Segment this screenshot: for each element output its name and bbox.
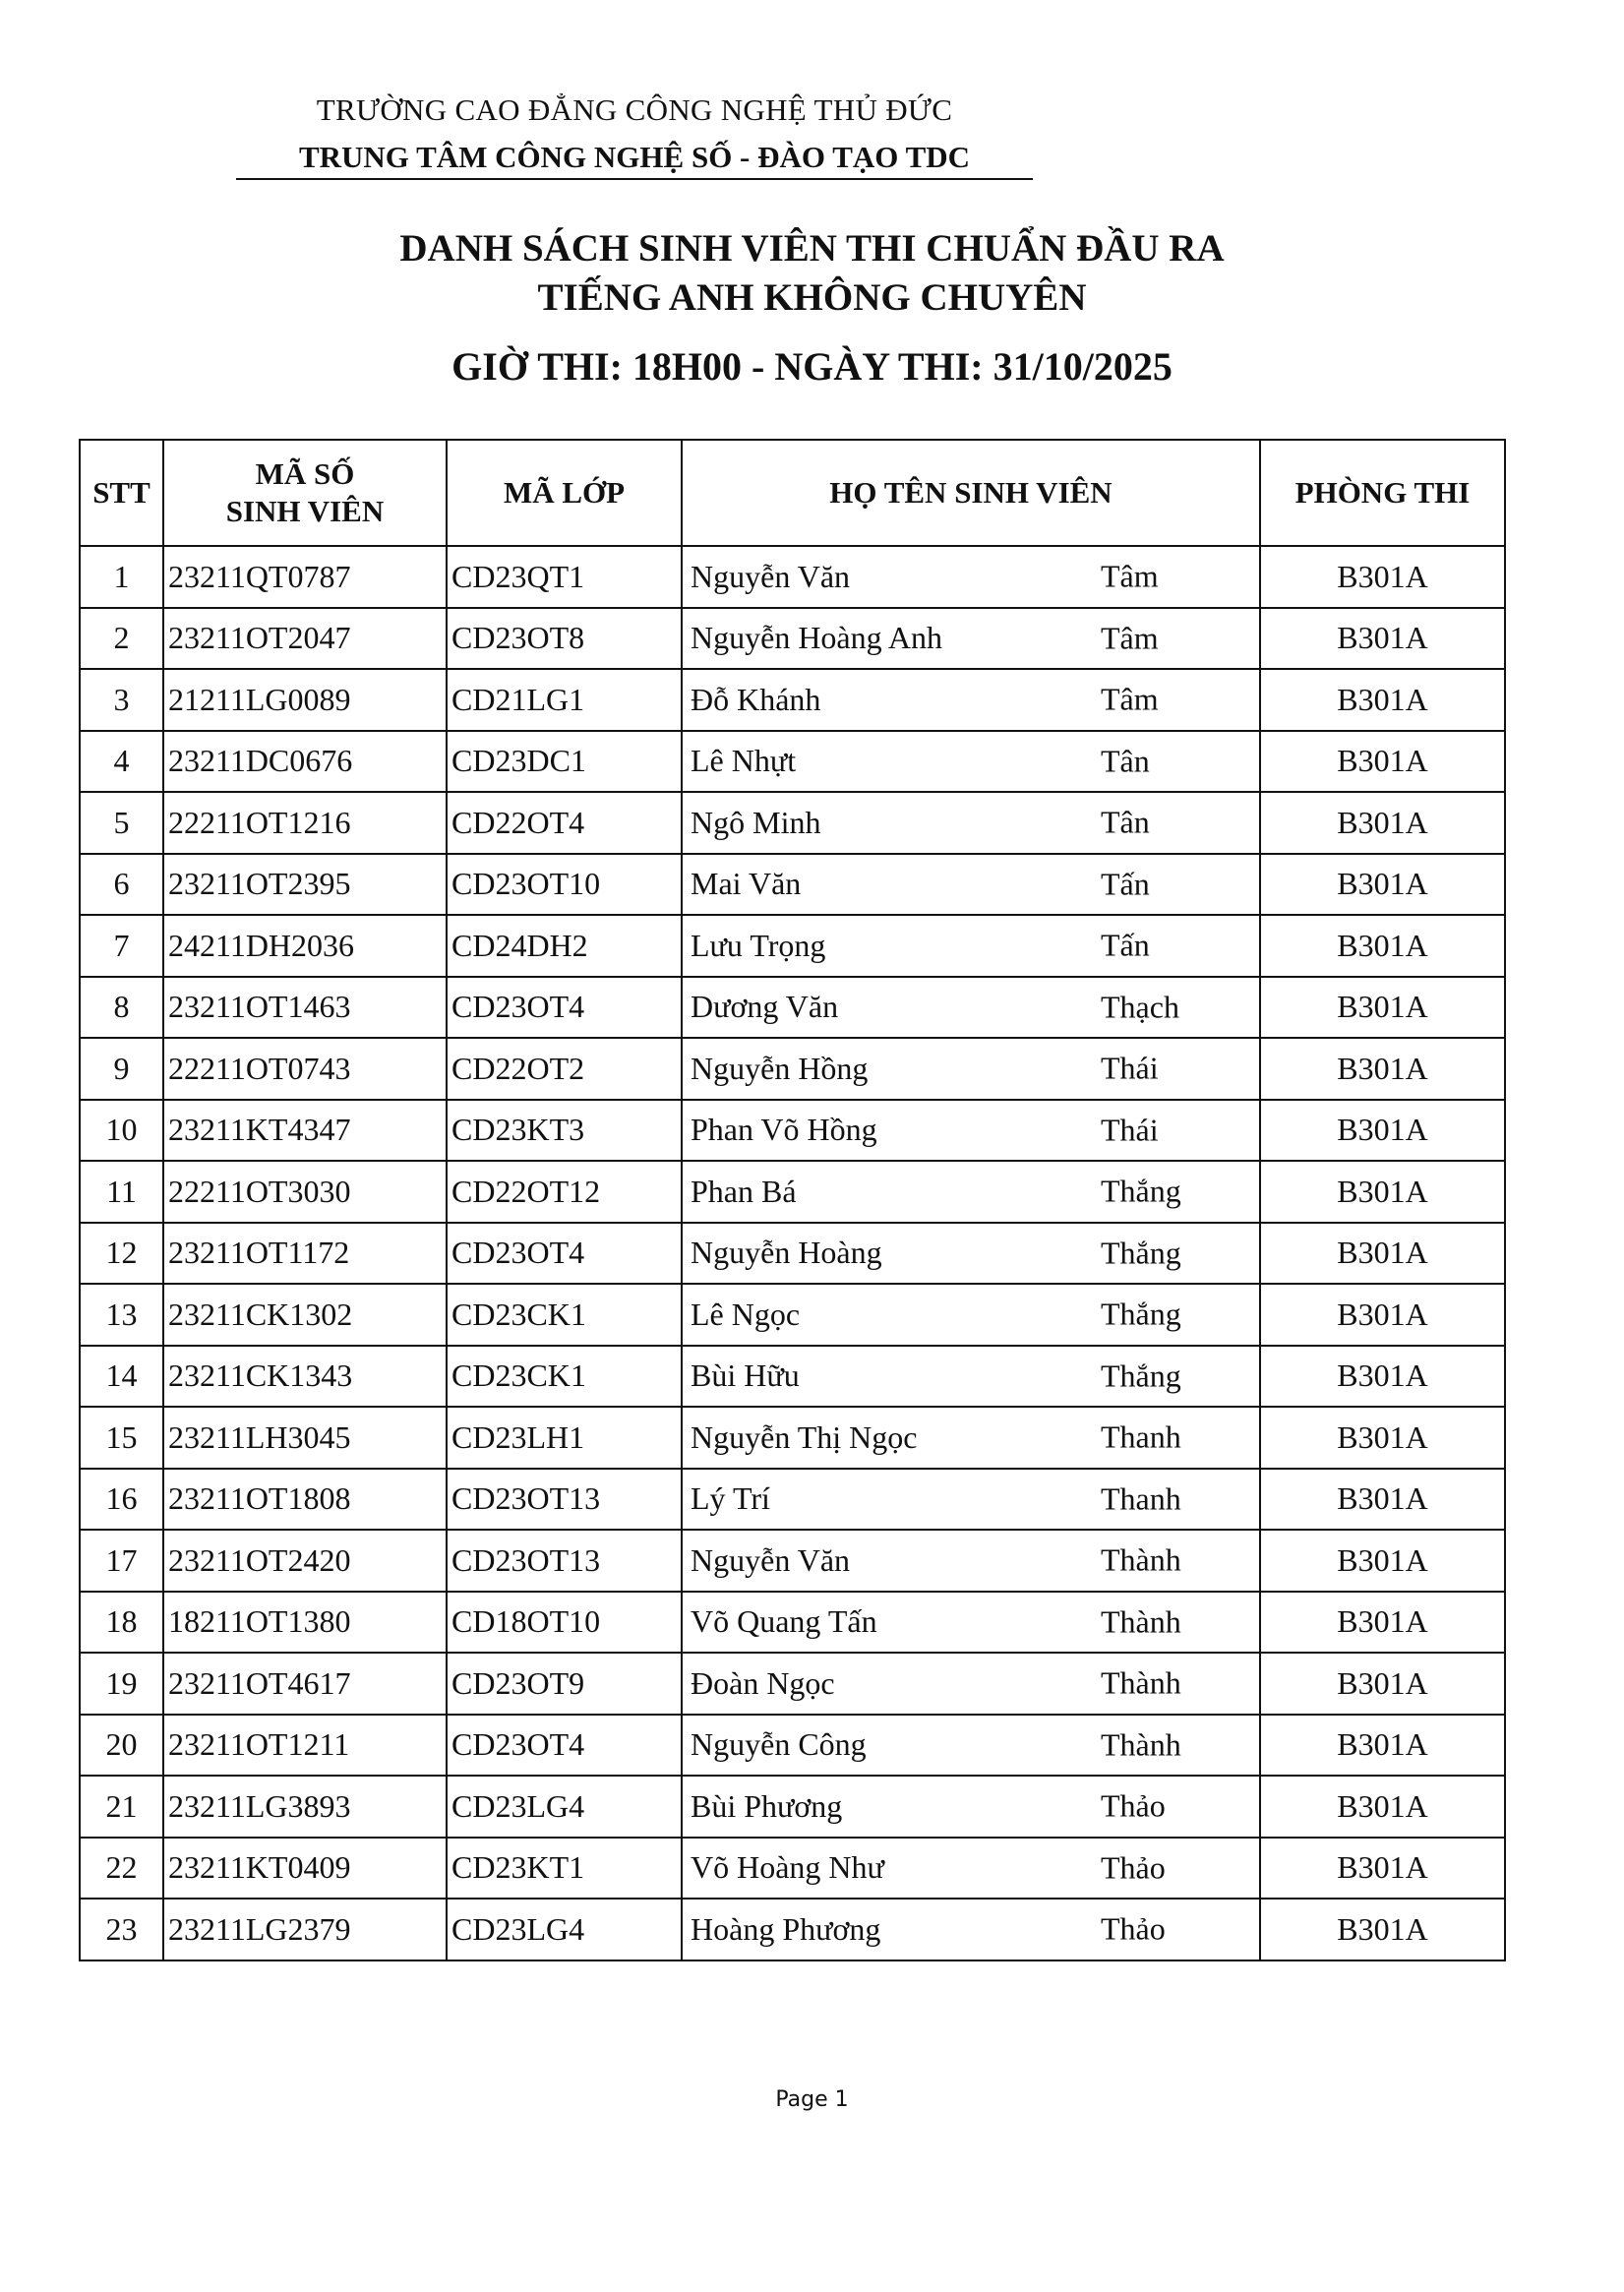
row-student-name bbox=[682, 1838, 1260, 1900]
row-student-id: 23211CK1343 bbox=[163, 1346, 447, 1408]
row-student-name bbox=[682, 1776, 1260, 1838]
row-stt: 8 bbox=[80, 977, 163, 1039]
row-stt: 19 bbox=[80, 1653, 163, 1715]
document-title-line1: DANH SÁCH SINH VIÊN THI CHUẨN ĐẦU RA bbox=[399, 227, 1225, 270]
row-exam-room: B301A bbox=[1260, 915, 1505, 977]
exam-schedule: GIỜ THI: 18H00 - NGÀY THI: 31/10/2025 bbox=[451, 344, 1173, 389]
row-exam-room: B301A bbox=[1260, 1715, 1505, 1777]
row-student-name bbox=[682, 1161, 1260, 1223]
row-student-name bbox=[682, 1899, 1260, 1960]
row-given-name: Thảo bbox=[1101, 1849, 1166, 1886]
row-class-code: CD22OT12 bbox=[447, 1161, 682, 1223]
row-class-code: CD23CK1 bbox=[447, 1346, 682, 1408]
row-given-name: Tân bbox=[1101, 743, 1150, 779]
row-stt: 11 bbox=[80, 1161, 163, 1223]
row-student-id: 23211OT1211 bbox=[163, 1715, 447, 1777]
row-stt: 18 bbox=[80, 1592, 163, 1654]
row-class-code: CD23OT13 bbox=[447, 1469, 682, 1531]
row-student-id: 23211OT1808 bbox=[163, 1469, 447, 1531]
row-family-name: Lê Nhựt bbox=[691, 743, 797, 779]
row-stt: 6 bbox=[80, 854, 163, 916]
row-stt: 15 bbox=[80, 1407, 163, 1469]
row-student-name bbox=[682, 731, 1260, 793]
table-row bbox=[80, 608, 1505, 670]
row-student-id: 22211OT0743 bbox=[163, 1038, 447, 1100]
row-family-name: Võ Quang Tấn bbox=[691, 1603, 877, 1640]
table-row bbox=[80, 1653, 1505, 1715]
row-student-name bbox=[682, 1592, 1260, 1654]
row-student-id: 23211OT2395 bbox=[163, 854, 447, 916]
row-student-name bbox=[682, 977, 1260, 1039]
row-student-id: 22211OT1216 bbox=[163, 792, 447, 854]
row-family-name: Võ Hoàng Như bbox=[691, 1849, 884, 1886]
row-student-name bbox=[682, 608, 1260, 670]
row-class-code: CD23LH1 bbox=[447, 1407, 682, 1469]
row-class-code: CD23OT8 bbox=[447, 608, 682, 670]
page-number: Page 1 bbox=[775, 2087, 849, 2112]
row-stt: 2 bbox=[80, 608, 163, 670]
header-student-name: HỌ TÊN SINH VIÊN bbox=[682, 440, 1260, 546]
row-student-id: 23211OT1172 bbox=[163, 1223, 447, 1285]
row-family-name: Lưu Trọng bbox=[691, 927, 826, 963]
row-student-name bbox=[682, 1530, 1260, 1592]
table-row bbox=[80, 854, 1505, 916]
table-row bbox=[80, 1469, 1505, 1531]
row-class-code: CD22OT4 bbox=[447, 792, 682, 854]
header-student-id-line2: SINH VIÊN bbox=[225, 494, 385, 528]
row-family-name: Phan Võ Hồng bbox=[691, 1112, 877, 1148]
row-given-name: Thanh bbox=[1101, 1480, 1181, 1517]
row-given-name: Thảo bbox=[1101, 1910, 1166, 1947]
table-row bbox=[80, 1161, 1505, 1223]
row-class-code: CD24DH2 bbox=[447, 915, 682, 977]
row-stt: 10 bbox=[80, 1100, 163, 1162]
row-class-code: CD23LG4 bbox=[447, 1776, 682, 1838]
row-student-id: 23211LG2379 bbox=[163, 1899, 447, 1960]
row-given-name: Thành bbox=[1101, 1541, 1181, 1578]
row-student-name bbox=[682, 1284, 1260, 1346]
row-class-code: CD23LG4 bbox=[447, 1899, 682, 1960]
row-exam-room: B301A bbox=[1260, 1038, 1505, 1100]
row-exam-room: B301A bbox=[1260, 1407, 1505, 1469]
table-row bbox=[80, 1407, 1505, 1469]
row-family-name: Nguyễn Công bbox=[691, 1726, 867, 1763]
row-stt: 16 bbox=[80, 1469, 163, 1531]
document-title-line2: TIẾNG ANH KHÔNG CHUYÊN bbox=[537, 276, 1087, 319]
row-given-name: Tấn bbox=[1101, 927, 1150, 963]
row-given-name: Tâm bbox=[1101, 681, 1159, 717]
row-stt: 17 bbox=[80, 1530, 163, 1592]
row-student-name bbox=[682, 1223, 1260, 1285]
row-student-name bbox=[682, 1653, 1260, 1715]
row-student-id: 18211OT1380 bbox=[163, 1592, 447, 1654]
row-class-code: CD23OT4 bbox=[447, 1715, 682, 1777]
row-stt: 4 bbox=[80, 731, 163, 793]
row-family-name: Hoàng Phương bbox=[691, 1910, 881, 1947]
row-student-name bbox=[682, 669, 1260, 731]
row-student-name bbox=[682, 1346, 1260, 1408]
row-family-name: Nguyễn Hoàng Anh bbox=[691, 620, 942, 656]
table-row bbox=[80, 915, 1505, 977]
row-exam-room: B301A bbox=[1260, 1899, 1505, 1960]
row-family-name: Dương Văn bbox=[691, 989, 839, 1025]
row-stt: 21 bbox=[80, 1776, 163, 1838]
row-class-code: CD23KT1 bbox=[447, 1838, 682, 1900]
row-exam-room: B301A bbox=[1260, 1653, 1505, 1715]
table-row bbox=[80, 1592, 1505, 1654]
row-given-name: Thảo bbox=[1101, 1787, 1166, 1824]
row-family-name: Nguyễn Văn bbox=[691, 1541, 851, 1578]
row-stt: 1 bbox=[80, 546, 163, 608]
row-stt: 14 bbox=[80, 1346, 163, 1408]
row-class-code: CD23KT3 bbox=[447, 1100, 682, 1162]
row-exam-room: B301A bbox=[1260, 1223, 1505, 1285]
table-row bbox=[80, 546, 1505, 608]
row-given-name: Thắng bbox=[1101, 1357, 1181, 1394]
row-family-name: Nguyễn Hoàng bbox=[691, 1235, 882, 1271]
row-exam-room: B301A bbox=[1260, 1776, 1505, 1838]
row-given-name: Thành bbox=[1101, 1603, 1181, 1640]
table-row bbox=[80, 1530, 1505, 1592]
row-given-name: Thành bbox=[1101, 1664, 1181, 1701]
row-exam-room: B301A bbox=[1260, 1161, 1505, 1223]
row-given-name: Tâm bbox=[1101, 620, 1159, 656]
center-name: TRUNG TÂM CÔNG NGHỆ SỐ - ĐÀO TẠO TDC bbox=[236, 140, 1033, 180]
row-class-code: CD23QT1 bbox=[447, 546, 682, 608]
row-class-code: CD23CK1 bbox=[447, 1284, 682, 1346]
row-exam-room: B301A bbox=[1260, 546, 1505, 608]
row-student-name bbox=[682, 854, 1260, 916]
row-family-name: Nguyễn Thị Ngọc bbox=[691, 1418, 918, 1455]
table-row bbox=[80, 1715, 1505, 1777]
row-family-name: Ngô Minh bbox=[691, 804, 821, 840]
row-student-id: 23211OT4617 bbox=[163, 1653, 447, 1715]
table-body bbox=[80, 546, 1505, 1960]
row-student-id: 23211QT0787 bbox=[163, 546, 447, 608]
row-given-name: Tấn bbox=[1101, 866, 1150, 902]
row-student-id: 23211OT2420 bbox=[163, 1530, 447, 1592]
table-row bbox=[80, 1223, 1505, 1285]
row-family-name: Lý Trí bbox=[691, 1480, 770, 1517]
table-row bbox=[80, 977, 1505, 1039]
row-given-name: Thái bbox=[1101, 1050, 1159, 1086]
row-stt: 9 bbox=[80, 1038, 163, 1100]
table-row bbox=[80, 1284, 1505, 1346]
row-given-name: Thạch bbox=[1101, 989, 1179, 1025]
row-exam-room: B301A bbox=[1260, 792, 1505, 854]
table-row bbox=[80, 792, 1505, 854]
row-family-name: Nguyễn Văn bbox=[691, 558, 851, 594]
row-stt: 22 bbox=[80, 1838, 163, 1900]
row-stt: 7 bbox=[80, 915, 163, 977]
table-row bbox=[80, 731, 1505, 793]
row-family-name: Nguyễn Hồng bbox=[691, 1050, 869, 1086]
row-student-id: 23211KT0409 bbox=[163, 1838, 447, 1900]
row-family-name: Đoàn Ngọc bbox=[691, 1664, 835, 1701]
row-exam-room: B301A bbox=[1260, 608, 1505, 670]
row-student-id: 23211LH3045 bbox=[163, 1407, 447, 1469]
row-student-id: 21211LG0089 bbox=[163, 669, 447, 731]
row-class-code: CD18OT10 bbox=[447, 1592, 682, 1654]
row-student-name bbox=[682, 1469, 1260, 1531]
row-class-code: CD21LG1 bbox=[447, 669, 682, 731]
row-student-name bbox=[682, 1100, 1260, 1162]
row-family-name: Phan Bá bbox=[691, 1173, 797, 1209]
row-stt: 13 bbox=[80, 1284, 163, 1346]
row-class-code: CD23OT4 bbox=[447, 977, 682, 1039]
row-given-name: Thành bbox=[1101, 1726, 1181, 1763]
row-student-id: 23211CK1302 bbox=[163, 1284, 447, 1346]
row-student-name bbox=[682, 1407, 1260, 1469]
row-exam-room: B301A bbox=[1260, 1284, 1505, 1346]
row-stt: 23 bbox=[80, 1899, 163, 1960]
row-stt: 5 bbox=[80, 792, 163, 854]
row-student-id: 23211LG3893 bbox=[163, 1776, 447, 1838]
header-class-code: MÃ LỚP bbox=[447, 440, 682, 546]
table-row bbox=[80, 1346, 1505, 1408]
row-family-name: Mai Văn bbox=[691, 866, 802, 902]
row-family-name: Bùi Phương bbox=[691, 1787, 843, 1824]
row-student-id: 23211DC0676 bbox=[163, 731, 447, 793]
row-student-name bbox=[682, 546, 1260, 608]
student-roster-table bbox=[79, 439, 1506, 1961]
row-student-id: 22211OT3030 bbox=[163, 1161, 447, 1223]
header-exam-room: PHÒNG THI bbox=[1260, 440, 1505, 546]
header-student-id-line1: MÃ SỐ bbox=[255, 456, 355, 491]
table-row bbox=[80, 1038, 1505, 1100]
row-student-id: 23211OT1463 bbox=[163, 977, 447, 1039]
row-student-id: 23211KT4347 bbox=[163, 1100, 447, 1162]
row-given-name: Thắng bbox=[1101, 1235, 1181, 1271]
row-class-code: CD23OT9 bbox=[447, 1653, 682, 1715]
row-exam-room: B301A bbox=[1260, 1100, 1505, 1162]
row-exam-room: B301A bbox=[1260, 669, 1505, 731]
row-given-name: Thái bbox=[1101, 1112, 1159, 1148]
row-exam-room: B301A bbox=[1260, 1530, 1505, 1592]
row-student-name bbox=[682, 1715, 1260, 1777]
row-student-name bbox=[682, 1038, 1260, 1100]
row-student-name bbox=[682, 915, 1260, 977]
row-exam-room: B301A bbox=[1260, 1346, 1505, 1408]
row-given-name: Thanh bbox=[1101, 1418, 1181, 1455]
row-family-name: Lê Ngọc bbox=[691, 1296, 801, 1332]
table-row bbox=[80, 1838, 1505, 1900]
row-exam-room: B301A bbox=[1260, 1469, 1505, 1531]
row-class-code: CD23OT4 bbox=[447, 1223, 682, 1285]
row-stt: 12 bbox=[80, 1223, 163, 1285]
row-stt: 20 bbox=[80, 1715, 163, 1777]
row-student-id: 23211OT2047 bbox=[163, 608, 447, 670]
row-student-id: 24211DH2036 bbox=[163, 915, 447, 977]
table-row bbox=[80, 1776, 1505, 1838]
row-class-code: CD23DC1 bbox=[447, 731, 682, 793]
row-class-code: CD23OT10 bbox=[447, 854, 682, 916]
row-exam-room: B301A bbox=[1260, 977, 1505, 1039]
row-student-name bbox=[682, 792, 1260, 854]
table-row bbox=[80, 669, 1505, 731]
row-class-code: CD22OT2 bbox=[447, 1038, 682, 1100]
row-exam-room: B301A bbox=[1260, 1592, 1505, 1654]
row-exam-room: B301A bbox=[1260, 1838, 1505, 1900]
row-given-name: Tâm bbox=[1101, 558, 1159, 594]
table-row bbox=[80, 1899, 1505, 1960]
row-given-name: Tân bbox=[1101, 804, 1150, 840]
row-stt: 3 bbox=[80, 669, 163, 731]
table-header-row bbox=[80, 440, 1505, 546]
row-given-name: Thắng bbox=[1101, 1173, 1181, 1209]
row-given-name: Thắng bbox=[1101, 1296, 1181, 1332]
row-exam-room: B301A bbox=[1260, 854, 1505, 916]
row-family-name: Đỗ Khánh bbox=[691, 681, 821, 717]
table-row bbox=[80, 1100, 1505, 1162]
header-stt: STT bbox=[80, 440, 163, 546]
header-student-id bbox=[163, 440, 447, 546]
school-name: TRƯỜNG CAO ĐẲNG CÔNG NGHỆ THỦ ĐỨC bbox=[316, 92, 953, 127]
row-exam-room: B301A bbox=[1260, 731, 1505, 793]
row-class-code: CD23OT13 bbox=[447, 1530, 682, 1592]
row-family-name: Bùi Hữu bbox=[691, 1357, 800, 1394]
